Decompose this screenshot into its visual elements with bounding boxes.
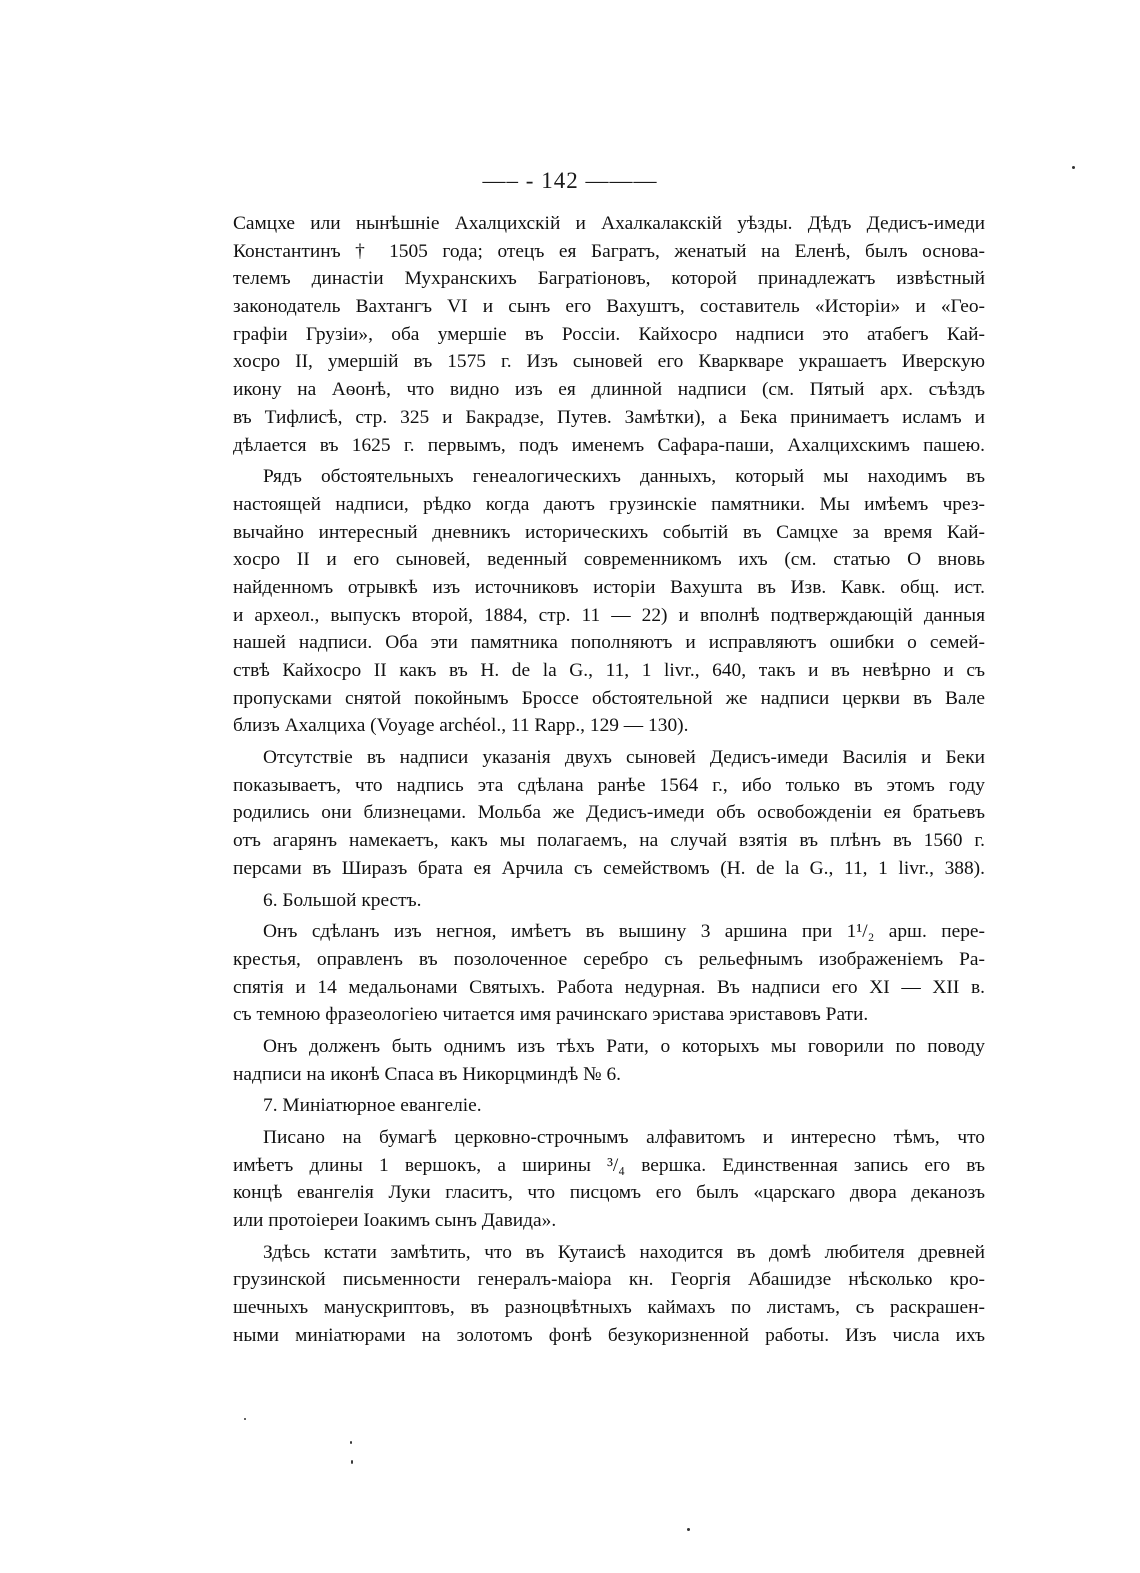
text-line: родились они близнецами. Мольба же Дедисъ-имеди объ освобожденіи ея братьевъ bbox=[233, 802, 985, 824]
text-line: законодатель Вахтангъ VI и сынъ его Вахуштъ, составитель «Исторіи» и «Гео- bbox=[233, 296, 985, 318]
text-line: концѣ евангелія Луки гласитъ, что писцомъ его былъ «царскаго двора деканозъ bbox=[233, 1182, 985, 1204]
text-line: и археол., выпускъ второй, 1884, стр. 11 — 22) и вполнѣ подтверждающій данныя bbox=[233, 604, 985, 626]
text-line: спятія и 14 медальонами Святыхъ. Работа недурная. Въ надписи его XI — XII в. bbox=[233, 976, 985, 998]
text-line: графіи Грузіи», оба умершіе въ Россіи. Кайхосро надписи это атабегъ Кай- bbox=[233, 323, 985, 345]
text-line: настоящей надписи, рѣдко когда даютъ грузинскіе памятники. Мы имѣемъ чрез- bbox=[233, 493, 985, 515]
text-line: 7. Миніатюрное евангеліе. bbox=[263, 1095, 482, 1117]
text-line: отъ агарянъ намекаетъ, какъ мы полагаемъ, на случай взятія въ плѣнъ въ 1560 г. bbox=[233, 830, 985, 852]
text-line: съ темною фразеологіею читается имя рачинскаго эристава эриставовъ Рати. bbox=[233, 1004, 869, 1026]
header-dash-left: —– - bbox=[482, 168, 542, 193]
text-line: близъ Ахалциха (Voyage archéol., 11 Rapp., 129 — 130). bbox=[233, 715, 689, 737]
text-line: или протоіереи Іоакимъ сынъ Давида». bbox=[233, 1210, 557, 1232]
page-number-header bbox=[0, 168, 1140, 194]
text-line: Онъ сдѣланъ изъ негноя, имѣетъ въ вышину 3 аршина при 1¹/₂ арш. пере- bbox=[263, 921, 985, 943]
text-line: 6. Большой крестъ. bbox=[263, 889, 422, 911]
scan-speck bbox=[351, 1460, 353, 1464]
text-line: Здѣсь кстати замѣтить, что въ Кутаисѣ находится въ домѣ любителя древней bbox=[263, 1241, 985, 1263]
text-line: хосро II, умершій въ 1575 г. Изъ сыновей его Кваркваре украшаетъ Иверскую bbox=[233, 351, 985, 373]
scan-speck bbox=[1072, 166, 1075, 169]
text-line: пропусками снятой покойнымъ Броссе обстоятельной же надписи церкви въ Вале bbox=[233, 687, 985, 709]
text-line: персами въ Ширазъ брата ея Арчила съ семействомъ (H. de la G., 11, 1 livr., 388). bbox=[233, 857, 985, 879]
text-line: Самцхе или нынѣшніе Ахалцихскій и Ахалкалакскій уѣзды. Дѣдъ Дедисъ-имеди bbox=[233, 213, 985, 234]
text-line: Отсутствіе въ надписи указанія двухъ сыновей Дедисъ-имеди Василія и Беки bbox=[263, 747, 985, 769]
text-line: икону на Аѳонѣ, что видно изъ ея длинной надписи (см. Пятый арх. съѣздъ bbox=[233, 379, 985, 401]
header-dash-right: ——— bbox=[578, 168, 658, 193]
text-line: вычайно интересный дневникъ историческихъ событій въ Самцхе за время Кай- bbox=[233, 521, 985, 543]
text-line: нашей надписи. Оба эти памятника пополняютъ и исправляютъ ошибки о семей- bbox=[233, 632, 985, 654]
text-line: телемъ династіи Мухранскихъ Багратіоновъ, которой принадлежатъ извѣстный bbox=[233, 268, 985, 290]
text-line: шечныхъ манускриптовъ, въ разноцвѣтныхъ каймахъ по листамъ, съ раскрашен- bbox=[233, 1297, 985, 1319]
text-line: ными миніатюрами на золотомъ фонѣ безукоризненной работы. Изъ числа ихъ bbox=[233, 1324, 985, 1346]
text-line: ствѣ Кайхосро II какъ въ H. de la G., 11, 1 livr., 640, такъ и въ невѣрно и съ bbox=[233, 660, 985, 681]
text-line: Онъ долженъ быть однимъ изъ тѣхъ Рати, о которыхъ мы говорили по поводу bbox=[263, 1035, 985, 1057]
text-line: Рядъ обстоятельныхъ генеалогическихъ данныхъ, который мы находимъ въ bbox=[263, 466, 985, 488]
text-line: хосро II и его сыновей, веденный современникомъ ихъ (см. статью О вновь bbox=[233, 549, 985, 571]
text-line: дѣлается въ 1625 г. первымъ, подъ именемъ Сафара-паши, Ахалцихскимъ пашею. bbox=[233, 434, 985, 456]
text-line: крестья, оправленъ въ позолоченное серебро съ рельефнымъ изображеніемъ Ра- bbox=[233, 948, 985, 970]
text-line: въ Тифлисѣ, стр. 325 и Бакрадзе, Путев. Замѣтки), а Бека принимаетъ исламъ и bbox=[233, 406, 985, 428]
text-line: надписи на иконѣ Спаса въ Никорцминдѣ № 6. bbox=[233, 1063, 622, 1085]
scan-speck bbox=[687, 1528, 690, 1531]
text-line: Писано на бумагѣ церковно-строчнымъ алфавитомъ и интересно тѣмъ, что bbox=[263, 1127, 985, 1148]
text-line: показываетъ, что надпись эта сдѣлана ранѣе 1564 г., ибо только въ этомъ году bbox=[233, 774, 985, 796]
text-line: грузинской письменности генералъ-маіора кн. Георгія Абашидзе нѣсколько кро- bbox=[233, 1269, 985, 1291]
page-number: 142 bbox=[541, 168, 579, 193]
text-line: найденномъ отрывкѣ изъ источниковъ исторіи Вахушта въ Изв. Кавк. общ. ист. bbox=[233, 576, 985, 598]
scan-speck bbox=[244, 1418, 246, 1420]
body-text bbox=[233, 210, 985, 1350]
scan-speck bbox=[350, 1441, 352, 1444]
text-line: имѣетъ длины 1 вершокъ, а ширины ³/₄ вершка. Единственная запись его въ bbox=[233, 1154, 985, 1176]
text-line: Константинъ † 1505 года; отецъ ея Багратъ, женатый на Еленѣ, былъ основа- bbox=[233, 240, 985, 262]
